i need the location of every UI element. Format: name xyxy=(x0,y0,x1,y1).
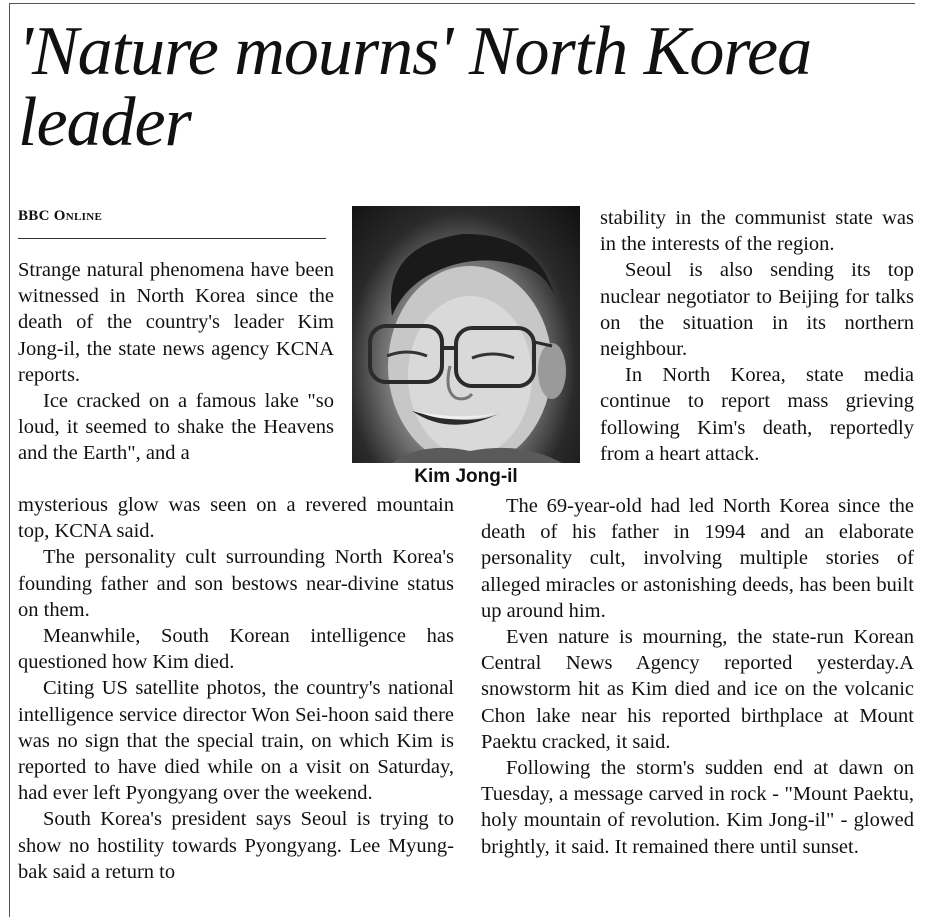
paragraph: mysterious glow was seen on a revered mountain top, KCNA said. xyxy=(18,494,454,543)
paragraph: South Korea's president says Seoul is trying to show no hostility towards Pyongyang. Lee Myung-bak said a return to xyxy=(18,808,454,883)
paragraph: Even nature is mourning, the state-run Korean Central News Agency reported yesterday.A snowstorm hit as Kim died and ice on the volcanic Chon lake near his reported birthplace at Mount Paektu cracked, it said. xyxy=(481,626,914,753)
top-rule xyxy=(10,3,915,4)
photo-caption: Kim Jong-il xyxy=(414,466,518,487)
paragraph: Following the storm's sudden end at dawn on Tuesday, a message carved in rock - "Mount Paektu, holy mountain of revolution. Kim Jong-il" - glowed brightly, it said. It remained there until sunset. xyxy=(481,757,914,858)
paragraph: Ice cracked on a famous lake "so loud, it seemed to shake the Heavens and the Earth", and a xyxy=(18,390,334,465)
column-1-top xyxy=(18,257,334,467)
byline: BBC Online xyxy=(18,208,103,224)
byline-rule xyxy=(18,238,326,239)
paragraph: The personality cult surrounding North Korea's founding father and son bestows near-divine status on them. xyxy=(18,546,454,621)
paragraph: stability in the communist state was in the interests of the region. xyxy=(600,207,914,256)
paragraph: In North Korea, state media continue to report mass grieving following Kim's death, reportedly from a heart attack. xyxy=(600,364,914,465)
column-1-bottom xyxy=(18,492,454,885)
paragraph: Strange natural phenomena have been witnessed in North Korea since the death of the country's leader Kim Jong-il, the state news agency KCNA reports. xyxy=(18,259,334,386)
headline: 'Nature mourns' North Korea leader xyxy=(18,13,812,161)
left-rule xyxy=(9,3,10,917)
kim-jong-il-photo xyxy=(352,206,580,463)
paragraph: Citing US satellite photos, the country's national intelligence service director Won Sei-hoon said there was no sign that the special train, on which Kim is reported to have died while on a visit on Saturday, had ever left Pyongyang over the weekend. xyxy=(18,677,454,805)
paragraph: Seoul is also sending its top nuclear negotiator to Beijing for talks on the situation in its northern neighbour. xyxy=(600,259,914,361)
paragraph: Meanwhile, South Korean intelligence has questioned how Kim died. xyxy=(18,625,454,674)
column-2-bottom xyxy=(481,493,914,860)
paragraph: The 69-year-old had led North Korea since the death of his father in 1994 and an elaborate personality cult, involving multiple stories of alleged miracles or astonishing deeds, has been built up around him. xyxy=(481,495,914,622)
column-2-top xyxy=(600,205,914,467)
